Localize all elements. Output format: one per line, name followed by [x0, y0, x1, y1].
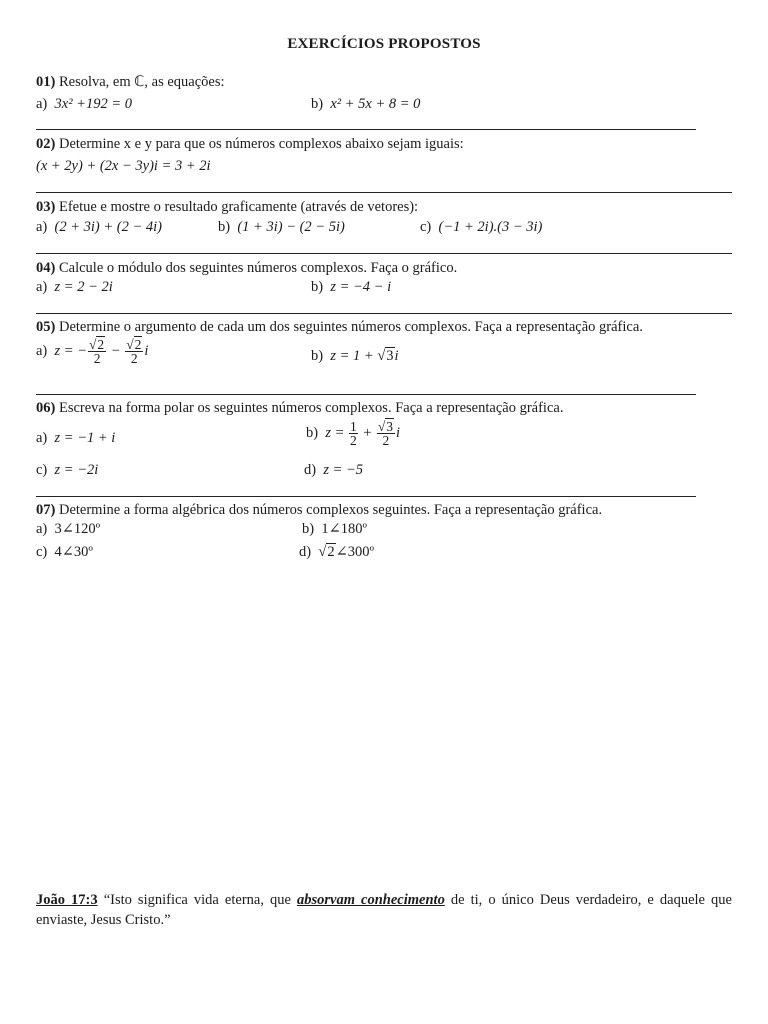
item-07d: [299, 544, 374, 561]
fraction-denominator: 2: [382, 433, 390, 448]
item-label: d): [299, 544, 312, 560]
equation: x² + 5x + 8 = 0: [330, 96, 421, 112]
expression: z = −4 − i: [330, 279, 392, 295]
item-label: a): [36, 219, 48, 235]
question-prompt: Determine x e y para que os números complexos abaixo sejam iguais:: [55, 136, 464, 152]
item-label: c): [36, 544, 48, 560]
expression: z = −5: [323, 462, 364, 478]
divider: [36, 129, 696, 130]
item-04b: [311, 279, 391, 296]
divider: [36, 253, 732, 254]
expression: z = −1 + i: [54, 430, 116, 446]
item-07c: [36, 544, 93, 561]
expression: z = 2 − 2i: [54, 279, 113, 295]
question-01: [36, 74, 225, 91]
item-07b: [302, 521, 367, 538]
item-01a: [36, 96, 132, 113]
verse-text: “Isto significa vida eterna, que: [97, 892, 297, 908]
expression: (1 + 3i) − (2 − 5i): [237, 219, 345, 235]
question-05: [36, 319, 643, 336]
radicand: 3: [386, 348, 394, 364]
question-number: 04): [36, 260, 56, 276]
fraction-numerator: 3: [386, 419, 393, 434]
question-number: 06): [36, 400, 56, 416]
expression: 3∠120º: [54, 521, 101, 537]
item-label: c): [420, 219, 432, 235]
item-06b: [306, 420, 400, 447]
fraction: $\frac{√3}{2}$: [377, 419, 393, 448]
question-prompt: Escreva na forma polar os seguintes números complexos. Faça a representação gráfica.: [55, 400, 564, 416]
verse-emphasis: absorvam conhecimento: [297, 892, 445, 908]
item-label: b): [311, 96, 324, 112]
expression: 1∠180º: [321, 521, 367, 537]
expression: z = −2i: [54, 462, 99, 478]
expression-tail: ∠300º: [335, 544, 374, 560]
item-06a: [36, 430, 115, 447]
divider: [36, 313, 732, 314]
item-label: b): [311, 348, 324, 364]
question-06: [36, 400, 563, 417]
minus-sign: −: [107, 342, 125, 359]
expression-lhs: z = −: [54, 342, 87, 359]
item-01b: [311, 96, 420, 113]
item-label: a): [36, 279, 48, 295]
item-label: b): [306, 424, 319, 441]
fraction: $\frac{√2}{2}$: [88, 337, 105, 366]
item-label: b): [218, 219, 231, 235]
equation: 3x² +192 = 0: [54, 96, 132, 112]
question-02: [36, 136, 464, 153]
bible-verse: [36, 890, 732, 930]
expression-lhs: z = 1 +: [330, 348, 378, 364]
item-07a: [36, 521, 100, 538]
fraction-denominator: 2: [350, 433, 357, 448]
question-03: [36, 199, 418, 216]
question-number: 05): [36, 319, 56, 335]
radicand: 2: [327, 544, 335, 560]
fraction-numerator: 1: [350, 419, 357, 434]
fraction-numerator: 2: [134, 337, 142, 352]
fraction-denominator: 2: [93, 351, 101, 366]
expression: (2 + 3i) + (2 − 4i): [54, 219, 162, 235]
question-prompt: Determine a forma algébrica dos números complexos seguintes. Faça a representação gráfica.: [55, 502, 603, 518]
question-prompt: Resolva, em: [55, 74, 135, 90]
fraction-denominator: 2: [130, 351, 138, 366]
item-05b: [311, 348, 399, 365]
question-prompt-tail: , as equações:: [144, 74, 225, 90]
question-number: 01): [36, 74, 56, 90]
expression-lhs: z =: [325, 424, 349, 441]
item-label: c): [36, 462, 48, 478]
question-07: [36, 502, 602, 519]
imaginary-unit: i: [144, 342, 149, 359]
page-title: EXERCÍCIOS PROPOSTOS: [287, 36, 481, 52]
item-02: [36, 158, 211, 175]
item-04a: [36, 279, 113, 296]
fraction: $\frac{√2}{2}$: [126, 337, 142, 366]
divider: [36, 496, 696, 497]
divider: [36, 192, 732, 193]
item-05a: [36, 338, 148, 365]
question-number: 03): [36, 199, 56, 215]
question-prompt: Calcule o módulo dos seguintes números complexos. Faça o gráfico.: [55, 260, 458, 276]
question-number: 02): [36, 136, 56, 152]
item-label: a): [36, 342, 48, 359]
item-03b: [218, 219, 345, 236]
verse-text-tail: de ti, o único Deus verdadeiro, e daquele que enviaste, Jesus Cristo.”: [36, 892, 732, 928]
item-label: a): [36, 96, 48, 112]
expression: (−1 + 2i).(3 − 3i): [438, 219, 543, 235]
question-prompt: Determine o argumento de cada um dos seguintes números complexos. Faça a representação gráfica.: [55, 319, 643, 335]
item-03c: [420, 219, 542, 236]
equation: (x + 2y) + (2x − 3y)i = 3 + 2i: [36, 158, 211, 174]
item-label: b): [302, 521, 315, 537]
fraction-numerator: 2: [97, 337, 105, 352]
square-root: √2: [318, 544, 335, 560]
imaginary-unit: i: [396, 424, 401, 441]
item-03a: [36, 219, 162, 236]
item-06d: [304, 462, 363, 479]
question-prompt: Efetue e mostre o resultado graficamente (através de vetores):: [55, 199, 419, 215]
item-label: a): [36, 430, 48, 446]
complex-set-symbol: ℂ: [134, 74, 145, 90]
question-04: [36, 260, 457, 277]
square-root: √3: [377, 348, 394, 364]
question-number: 07): [36, 502, 56, 518]
item-06c: [36, 462, 98, 479]
expression: 4∠30º: [54, 544, 93, 560]
plus-sign: +: [358, 424, 376, 441]
imaginary-unit: i: [394, 348, 399, 364]
item-label: a): [36, 521, 48, 537]
divider: [36, 394, 696, 395]
verse-reference: João 17:3: [36, 892, 98, 908]
item-label: d): [304, 462, 317, 478]
item-label: b): [311, 279, 324, 295]
fraction: [349, 420, 358, 447]
